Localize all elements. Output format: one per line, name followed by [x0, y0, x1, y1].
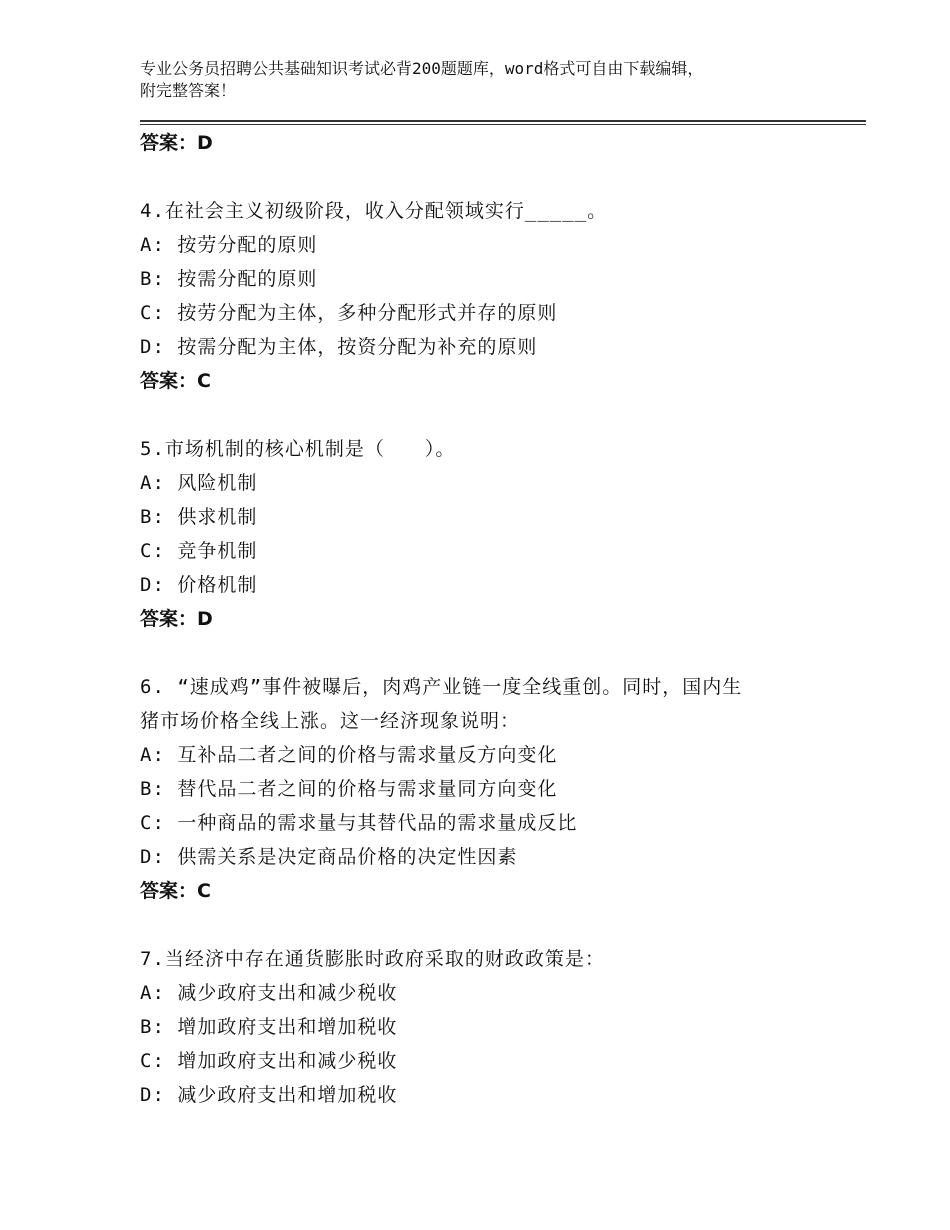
- question-text-continued: 猪市场价格全线上涨。这一经济现象说明：: [140, 710, 521, 732]
- option-c: C: 竞争机制: [140, 540, 258, 562]
- option-b: B: 按需分配的原则: [140, 268, 318, 290]
- answer-line: 答案：D: [140, 608, 213, 630]
- answer-line: 答案：C: [140, 880, 211, 902]
- option-d: D: 价格机制: [140, 574, 258, 596]
- option-b: B: 增加政府支出和增加税收: [140, 1016, 398, 1038]
- spacer: [140, 908, 840, 942]
- option-a: A: 互补品二者之间的价格与需求量反方向变化: [140, 744, 558, 766]
- header-divider: [140, 120, 866, 122]
- header-line-1: 专业公务员招聘公共基础知识考试必背200题题库，word格式可自由下载编辑，: [140, 59, 704, 78]
- header-line-2: 附完整答案！: [140, 81, 237, 100]
- question-list: [140, 126, 840, 1112]
- page-header: [140, 58, 840, 102]
- spacer: [140, 160, 840, 194]
- question-text: 4.在社会主义初级阶段，收入分配领域实行_____。: [140, 200, 608, 222]
- question-6: [140, 670, 840, 908]
- question-text: 7.当经济中存在通货膨胀时政府采取的财政政策是：: [140, 948, 605, 970]
- option-d: D: 供需关系是决定商品价格的决定性因素: [140, 846, 518, 868]
- option-b: B: 替代品二者之间的价格与需求量同方向变化: [140, 778, 558, 800]
- answer-line: 答案：D: [140, 132, 213, 154]
- question-4: [140, 194, 840, 398]
- option-c: C: 按劳分配为主体，多种分配形式并存的原则: [140, 302, 558, 324]
- option-a: A: 按劳分配的原则: [140, 234, 318, 256]
- option-a: A: 风险机制: [140, 472, 258, 494]
- question-5: [140, 432, 840, 636]
- option-d: D: 减少政府支出和增加税收: [140, 1084, 398, 1106]
- answer-line: 答案：C: [140, 370, 211, 392]
- option-c: C: 一种商品的需求量与其替代品的需求量成反比: [140, 812, 578, 834]
- spacer: [140, 398, 840, 432]
- option-c: C: 增加政府支出和减少税收: [140, 1050, 398, 1072]
- option-b: B: 供求机制: [140, 506, 258, 528]
- question-text: 5.市场机制的核心机制是（ ）。: [140, 438, 456, 460]
- question-text: 6. “速成鸡”事件被曝后，肉鸡产业链一度全线重创。同时，国内生: [140, 676, 743, 698]
- spacer: [140, 636, 840, 670]
- question-7: [140, 942, 840, 1112]
- option-a: A: 减少政府支出和减少税收: [140, 982, 398, 1004]
- header-divider-thin: [140, 124, 866, 125]
- option-d: D: 按需分配为主体，按资分配为补充的原则: [140, 336, 538, 358]
